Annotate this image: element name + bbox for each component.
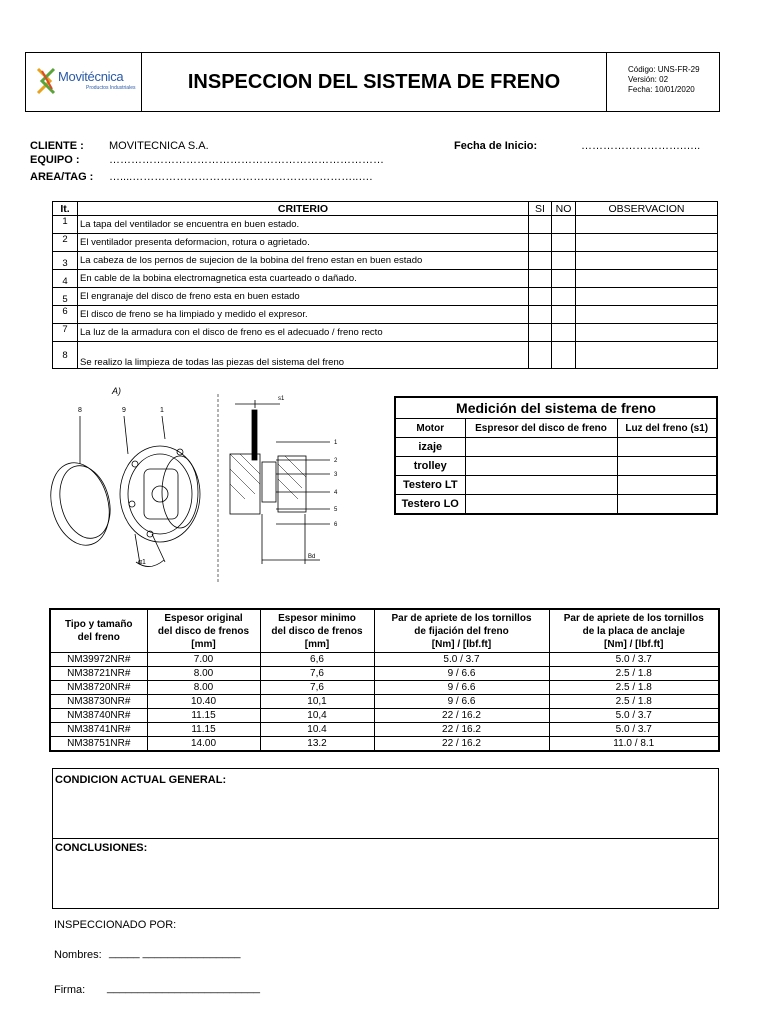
spec-par-fijacion: 22 / 16.2 — [374, 723, 549, 737]
header-par-fijacion: Par de apriete de los tornillos de fijación del freno [Nm] / [lbf.ft] — [374, 609, 549, 653]
nombres-line[interactable]: _____ ________________ — [109, 947, 241, 959]
criteria-text: En cable de la bobina electromagnetica esta cuarteado o dañado. — [78, 270, 529, 288]
area-tag-value[interactable]: …....……………………………………………………..…. — [109, 171, 373, 183]
motor-name: Testero LO — [395, 495, 465, 515]
cliente-label: CLIENTE : — [30, 140, 84, 152]
observacion-field[interactable] — [576, 216, 718, 234]
header-motor: Motor — [395, 419, 465, 438]
spec-par-anclaje: 5.0 / 3.7 — [549, 723, 719, 737]
condicion-actual-label: CONDICION ACTUAL GENERAL: — [55, 774, 227, 786]
no-checkbox[interactable] — [552, 306, 576, 324]
specs-header-row — [50, 609, 719, 653]
header-observacion: OBSERVACION — [576, 202, 718, 216]
spec-type: NM38751NR# — [50, 737, 147, 752]
criteria-item-number: 4 — [53, 270, 78, 288]
si-checkbox[interactable] — [529, 252, 552, 270]
area-tag-label: AREA/TAG : — [30, 171, 94, 183]
document-header — [25, 52, 720, 112]
criteria-text: La luz de la armadura con el disco de freno es el adecuado / freno recto — [78, 324, 529, 342]
spec-par-fijacion: 9 / 6.6 — [374, 681, 549, 695]
specs-row — [50, 695, 719, 709]
brake-section-drawing — [230, 400, 330, 564]
criteria-text: El engranaje del disco de freno esta en buen estado — [78, 288, 529, 306]
spec-original: 11.15 — [147, 709, 260, 723]
spec-original: 7.00 — [147, 653, 260, 667]
criteria-row — [53, 270, 718, 288]
spec-par-fijacion: 5.0 / 3.7 — [374, 653, 549, 667]
si-checkbox[interactable] — [529, 288, 552, 306]
spec-par-fijacion: 22 / 16.2 — [374, 737, 549, 752]
nombres-label: Nombres: — [54, 949, 102, 961]
document-code: Código: UNS-FR-29 — [628, 65, 700, 74]
criteria-text: Se realizo la limpieza de todas las piezas del sistema del freno — [78, 342, 529, 369]
no-checkbox[interactable] — [552, 216, 576, 234]
si-checkbox[interactable] — [529, 216, 552, 234]
criteria-table — [52, 201, 718, 369]
motor-name: trolley — [395, 457, 465, 476]
spec-minimo: 7,6 — [260, 681, 374, 695]
header-tipo: Tipo y tamaño del freno — [50, 609, 147, 653]
callout-r2: 2 — [334, 458, 338, 464]
equipo-label: EQUIPO : — [30, 154, 80, 166]
si-checkbox[interactable] — [529, 324, 552, 342]
callout-r6: 6 — [334, 522, 338, 528]
header-si: SI — [529, 202, 552, 216]
spec-type: NM39972NR# — [50, 653, 147, 667]
espesor-field[interactable] — [465, 476, 617, 495]
measurement-title: Medición del sistema de freno — [395, 397, 717, 419]
spec-par-anclaje: 2.5 / 1.8 — [549, 681, 719, 695]
header-no: NO — [552, 202, 576, 216]
criteria-item-number: 1 — [53, 216, 78, 234]
spec-par-anclaje: 5.0 / 3.7 — [549, 709, 719, 723]
spec-type: NM38740NR# — [50, 709, 147, 723]
criteria-item-number: 6 — [53, 306, 78, 324]
callout-1: 1 — [160, 407, 164, 414]
header-espesor-original: Espesor original del disco de frenos [mm] — [147, 609, 260, 653]
spec-minimo: 10,4 — [260, 709, 374, 723]
document-meta — [606, 53, 718, 111]
criteria-item-number: 5 — [53, 288, 78, 306]
luz-field[interactable] — [617, 438, 717, 457]
callout-r5: 5 — [334, 507, 338, 513]
firma-label: Firma: — [54, 984, 86, 996]
spec-minimo: 7,6 — [260, 667, 374, 681]
company-logo — [26, 53, 142, 111]
spec-par-anclaje: 2.5 / 1.8 — [549, 695, 719, 709]
spec-minimo: 10.4 — [260, 723, 374, 737]
criteria-row — [53, 252, 718, 270]
specs-row — [50, 681, 719, 695]
spec-par-fijacion: 9 / 6.6 — [374, 695, 549, 709]
header-it: It. — [53, 202, 78, 216]
specs-row — [50, 667, 719, 681]
header-luz-freno: Luz del freno (s1) — [617, 419, 717, 438]
spec-type: NM38720NR# — [50, 681, 147, 695]
spec-original: 8.00 — [147, 681, 260, 695]
observacion-field[interactable] — [576, 270, 718, 288]
criteria-row — [53, 216, 718, 234]
firma-line[interactable]: _________________________ — [107, 982, 260, 994]
condicion-actual-box[interactable] — [52, 768, 719, 839]
no-checkbox[interactable] — [552, 270, 576, 288]
criteria-header-row — [53, 202, 718, 216]
diagram-label-a: A) — [112, 386, 121, 396]
callout-r4: 4 — [334, 490, 338, 496]
specs-row — [50, 723, 719, 737]
criteria-item-number: 3 — [53, 252, 78, 270]
brake-diagram — [40, 384, 360, 584]
luz-field[interactable] — [617, 495, 717, 515]
header-espesor: Espresor del disco de freno — [465, 419, 617, 438]
spec-par-anclaje: 11.0 / 8.1 — [549, 737, 719, 752]
conclusiones-label: CONCLUSIONES: — [55, 842, 148, 854]
criteria-row — [53, 234, 718, 252]
callout-s1: s1 — [278, 396, 285, 402]
no-checkbox[interactable] — [552, 252, 576, 270]
criteria-row — [53, 342, 718, 369]
spec-original: 11.15 — [147, 723, 260, 737]
criteria-text: El ventilador presenta deformacion, rotura o agrietado. — [78, 234, 529, 252]
callout-alpha1: α1 — [138, 559, 146, 566]
conclusiones-box[interactable] — [52, 837, 719, 909]
specs-row — [50, 737, 719, 752]
espesor-field[interactable] — [465, 495, 617, 515]
callout-r3: 3 — [334, 472, 338, 478]
si-checkbox[interactable] — [529, 270, 552, 288]
header-criterio: CRITERIO — [78, 202, 529, 216]
callout-r1: 1 — [334, 440, 338, 446]
si-checkbox[interactable] — [529, 342, 552, 369]
logo-text: Movitécnica — [58, 69, 124, 84]
fecha-inicio-value[interactable]: ……………………….….. — [581, 140, 701, 152]
callout-9: 9 — [122, 407, 126, 414]
criteria-item-number: 7 — [53, 324, 78, 342]
equipo-value[interactable]: ………………………………………………………………… — [109, 154, 384, 166]
spec-par-anclaje: 5.0 / 3.7 — [549, 653, 719, 667]
spec-original: 8.00 — [147, 667, 260, 681]
header-par-anclaje: Par de apriete de los tornillos de la placa de anclaje [Nm] / [lbf.ft] — [549, 609, 719, 653]
criteria-row — [53, 306, 718, 324]
motor-name: izaje — [395, 438, 465, 457]
criteria-item-number: 2 — [53, 234, 78, 252]
observacion-field[interactable] — [576, 234, 718, 252]
callout-bd: Bd — [308, 554, 316, 560]
observacion-field[interactable] — [576, 288, 718, 306]
criteria-text: La cabeza de los pernos de sujecion de la bobina del freno estan en buen estado — [78, 252, 529, 270]
observacion-field[interactable] — [576, 306, 718, 324]
brake-specs-table — [49, 608, 720, 752]
measurement-row — [395, 476, 717, 495]
si-checkbox[interactable] — [529, 306, 552, 324]
spec-par-fijacion: 9 / 6.6 — [374, 667, 549, 681]
spec-type: NM38730NR# — [50, 695, 147, 709]
measurement-row — [395, 457, 717, 476]
document-date: Fecha: 10/01/2020 — [628, 85, 695, 94]
measurement-row — [395, 438, 717, 457]
measurement-row — [395, 495, 717, 515]
si-checkbox[interactable] — [529, 234, 552, 252]
luz-field[interactable] — [617, 457, 717, 476]
spec-type: NM38721NR# — [50, 667, 147, 681]
spec-minimo: 10,1 — [260, 695, 374, 709]
spec-par-anclaje: 2.5 / 1.8 — [549, 667, 719, 681]
inspeccionado-por-label: INSPECCIONADO POR: — [54, 919, 177, 931]
criteria-item-number: 8 — [53, 342, 78, 369]
header-espesor-minimo: Espesor minimo del disco de frenos [mm] — [260, 609, 374, 653]
observacion-field[interactable] — [576, 342, 718, 369]
no-checkbox[interactable] — [552, 288, 576, 306]
logo-subtext: Productos Industriales — [86, 85, 136, 91]
spec-minimo: 13.2 — [260, 737, 374, 752]
document-version: Versión: 02 — [628, 75, 669, 84]
spec-type: NM38741NR# — [50, 723, 147, 737]
specs-row — [50, 709, 719, 723]
espesor-field[interactable] — [465, 457, 617, 476]
measurement-header-row — [395, 419, 717, 438]
observacion-field[interactable] — [576, 324, 718, 342]
criteria-row — [53, 324, 718, 342]
fecha-inicio-label: Fecha de Inicio: — [454, 140, 538, 152]
spec-minimo: 6,6 — [260, 653, 374, 667]
document-title: INSPECCION DEL SISTEMA DE FRENO — [187, 70, 561, 93]
luz-field[interactable] — [617, 476, 717, 495]
brake-isometric-drawing — [42, 416, 200, 567]
criteria-text: La tapa del ventilador se encuentra en buen estado. — [78, 216, 529, 234]
criteria-text: El disco de freno se ha limpiado y medido el expresor. — [78, 306, 529, 324]
measurement-table — [394, 396, 718, 515]
no-checkbox[interactable] — [552, 342, 576, 369]
spec-original: 14.00 — [147, 737, 260, 752]
cliente-value[interactable]: MOVITECNICA S.A. — [109, 140, 209, 152]
espesor-field[interactable] — [465, 438, 617, 457]
specs-row — [50, 653, 719, 667]
no-checkbox[interactable] — [552, 234, 576, 252]
spec-original: 10.40 — [147, 695, 260, 709]
criteria-row — [53, 288, 718, 306]
motor-name: Testero LT — [395, 476, 465, 495]
spec-par-fijacion: 22 / 16.2 — [374, 709, 549, 723]
observacion-field[interactable] — [576, 252, 718, 270]
no-checkbox[interactable] — [552, 324, 576, 342]
callout-8: 8 — [78, 407, 82, 414]
